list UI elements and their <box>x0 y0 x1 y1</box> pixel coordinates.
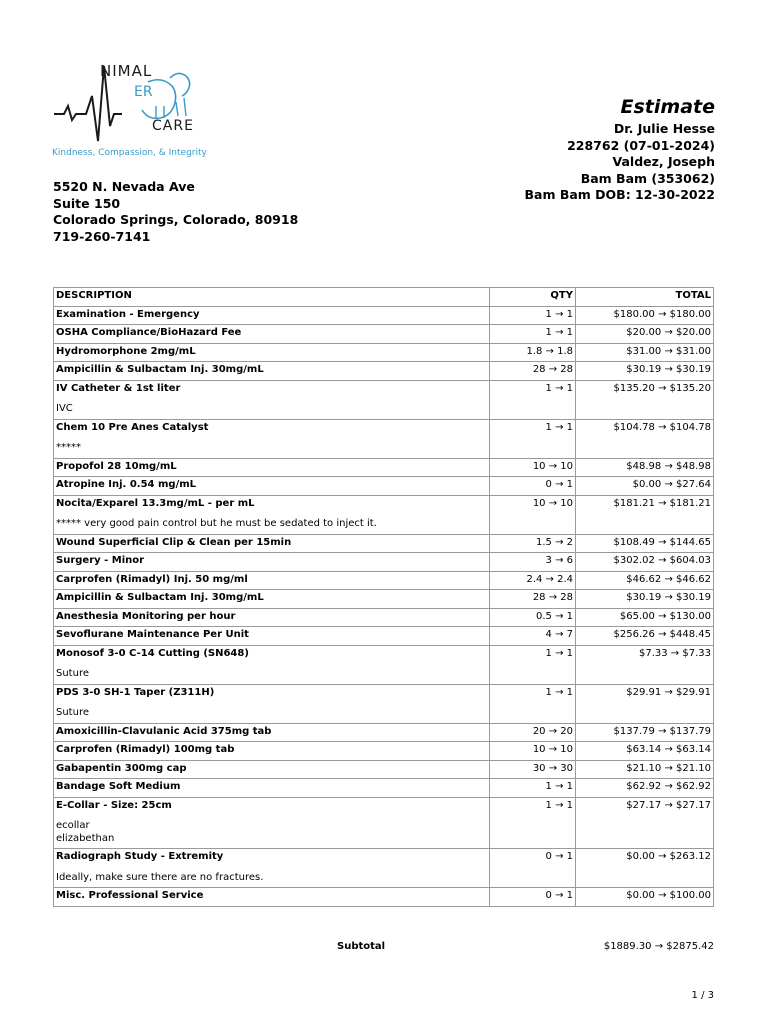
item-note-line: ***** very good pain control but he must be sedated to inject it. <box>56 518 377 529</box>
item-description-cell <box>54 362 490 381</box>
item-total: $48.98 → $48.98 <box>576 458 714 477</box>
table-row <box>54 645 714 684</box>
item-total: $46.62 → $46.62 <box>576 571 714 590</box>
item-total: $30.19 → $30.19 <box>576 590 714 609</box>
item-note-line: ecollar <box>56 820 90 831</box>
item-note-line: Suture <box>56 668 89 679</box>
item-name: Surgery - Minor <box>56 555 145 566</box>
table-row <box>54 495 714 534</box>
item-qty: 2.4 → 2.4 <box>490 571 576 590</box>
item-total: $62.92 → $62.92 <box>576 779 714 798</box>
item-note <box>56 820 487 845</box>
item-total: $0.00 → $27.64 <box>576 477 714 496</box>
item-note-line: Ideally, make sure there are no fractures. <box>56 871 264 883</box>
item-note <box>56 707 487 720</box>
item-name: Bandage Soft Medium <box>56 781 181 792</box>
item-description-cell <box>54 760 490 779</box>
table-row <box>54 419 714 458</box>
item-name: Amoxicillin-Clavulanic Acid 375mg tab <box>56 725 272 737</box>
clinic-address <box>53 179 298 245</box>
item-description-cell <box>54 571 490 590</box>
item-name: OSHA Compliance/BioHazard Fee <box>56 327 242 338</box>
item-name: Chem 10 Pre Anes Catalyst <box>56 421 209 433</box>
item-description-cell <box>54 343 490 362</box>
item-name: Atropine Inj. 0.54 mg/mL <box>56 479 197 490</box>
item-name: Wound Superficial Clip & Clean per 15min <box>56 536 292 548</box>
item-name: Ampicillin & Sulbactam Inj. 30mg/mL <box>56 364 264 375</box>
item-qty: 1 → 1 <box>490 306 576 325</box>
item-name: Examination - Emergency <box>56 308 200 320</box>
item-description-cell <box>54 723 490 742</box>
item-qty: 28 → 28 <box>490 362 576 381</box>
client-name: Valdez, Joseph <box>612 154 715 169</box>
table-row <box>54 306 714 325</box>
logo-tagline: Kindness, Compassion, & Integrity <box>52 148 207 158</box>
document-title: Estimate <box>620 96 715 118</box>
logo-text-animal: NIMAL <box>100 62 153 80</box>
table-row <box>54 590 714 609</box>
item-note-line: Suture <box>56 707 89 718</box>
clinic-phone: 719-260-7141 <box>53 228 151 244</box>
item-qty: 30 → 30 <box>490 760 576 779</box>
item-total: $63.14 → $63.14 <box>576 742 714 761</box>
table-row <box>54 888 714 907</box>
item-qty: 0 → 1 <box>490 477 576 496</box>
estimate-items-table <box>53 287 714 907</box>
item-total: $135.20 → $135.20 <box>576 380 714 419</box>
item-total: $27.17 → $27.17 <box>576 797 714 849</box>
item-name: Radiograph Study - Extremity <box>56 851 224 862</box>
item-total: $21.10 → $21.10 <box>576 760 714 779</box>
address-line: Colorado Springs, Colorado, 80918 <box>53 212 299 227</box>
patient-dob: Bam Bam DOB: 12-30-2022 <box>524 187 715 202</box>
item-total: $108.49 → $144.65 <box>576 534 714 553</box>
clinic-logo <box>52 56 212 166</box>
item-name: Propofol 28 10mg/mL <box>56 460 177 472</box>
item-qty: 1 → 1 <box>490 645 576 684</box>
table-row <box>54 477 714 496</box>
item-note <box>56 668 487 681</box>
table-row <box>54 380 714 419</box>
item-qty: 1 → 1 <box>490 325 576 344</box>
item-total: $29.91 → $29.91 <box>576 684 714 723</box>
logo-text-care: CARE <box>152 118 194 134</box>
table-row <box>54 684 714 723</box>
item-description-cell <box>54 590 490 609</box>
item-description-cell <box>54 797 490 849</box>
item-name: Sevoflurane Maintenance Per Unit <box>56 629 249 640</box>
item-qty: 28 → 28 <box>490 590 576 609</box>
item-total: $181.21 → $181.21 <box>576 495 714 534</box>
table-header-row <box>54 288 714 307</box>
item-qty: 10 → 10 <box>490 495 576 534</box>
item-qty: 20 → 20 <box>490 723 576 742</box>
address-line: 5520 N. Nevada Ave <box>53 179 195 194</box>
address-line: Suite 150 <box>53 195 121 211</box>
table-row <box>54 608 714 627</box>
item-name: Ampicillin & Sulbactam Inj. 30mg/mL <box>56 592 264 603</box>
logo-text-er: ER <box>134 84 153 100</box>
item-description-cell <box>54 645 490 684</box>
item-name: Carprofen (Rimadyl) 100mg tab <box>56 744 235 755</box>
table-row <box>54 571 714 590</box>
item-name: Anesthesia Monitoring per hour <box>56 610 236 622</box>
table-row <box>54 553 714 572</box>
item-description-cell <box>54 779 490 798</box>
item-total: $30.19 → $30.19 <box>576 362 714 381</box>
item-qty: 1 → 1 <box>490 380 576 419</box>
item-description-cell <box>54 419 490 458</box>
table-row <box>54 325 714 344</box>
item-note-line: elizabethan <box>56 832 115 844</box>
item-name: Gabapentin 300mg cap <box>56 762 187 774</box>
item-note <box>56 872 487 885</box>
item-qty: 1.5 → 2 <box>490 534 576 553</box>
item-name: IV Catheter & 1st liter <box>56 382 181 394</box>
item-qty: 0 → 1 <box>490 849 576 888</box>
item-note-line: ***** <box>56 442 81 453</box>
item-description-cell <box>54 325 490 344</box>
item-name: Hydromorphone 2mg/mL <box>56 345 196 357</box>
item-total: $65.00 → $130.00 <box>576 608 714 627</box>
item-qty: 1 → 1 <box>490 684 576 723</box>
item-qty: 10 → 10 <box>490 742 576 761</box>
item-description-cell <box>54 553 490 572</box>
item-description-cell <box>54 888 490 907</box>
item-name: PDS 3-0 SH-1 Taper (Z311H) <box>56 686 215 698</box>
item-description-cell <box>54 608 490 627</box>
item-description-cell <box>54 849 490 888</box>
subtotal-label: Subtotal <box>337 941 386 952</box>
item-description-cell <box>54 306 490 325</box>
item-name: Misc. Professional Service <box>56 890 204 901</box>
table-row <box>54 797 714 849</box>
item-total: $137.79 → $137.79 <box>576 723 714 742</box>
item-total: $7.33 → $7.33 <box>576 645 714 684</box>
table-row <box>54 343 714 362</box>
subtotal-value: $1889.30 → $2875.42 <box>603 941 714 952</box>
table-row <box>54 779 714 798</box>
doctor-name: Dr. Julie Hesse <box>613 121 715 136</box>
item-qty: 0 → 1 <box>490 888 576 907</box>
item-total: $302.02 → $604.03 <box>576 553 714 572</box>
item-total: $20.00 → $20.00 <box>576 325 714 344</box>
estimate-id: 228762 (07-01-2024) <box>567 137 715 153</box>
item-qty: 3 → 6 <box>490 553 576 572</box>
subtotal-row <box>53 941 714 955</box>
column-header-total: TOTAL <box>576 288 714 307</box>
item-name: E-Collar - Size: 25cm <box>56 799 172 811</box>
table-row <box>54 723 714 742</box>
table-row <box>54 760 714 779</box>
column-header-description: DESCRIPTION <box>54 288 490 307</box>
table-row <box>54 742 714 761</box>
item-description-cell <box>54 534 490 553</box>
item-qty: 10 → 10 <box>490 458 576 477</box>
page-indicator: 1 / 3 <box>691 990 714 1001</box>
table-row <box>54 627 714 646</box>
table-row <box>54 534 714 553</box>
item-qty: 4 → 7 <box>490 627 576 646</box>
item-qty: 1 → 1 <box>490 419 576 458</box>
estimate-header <box>524 96 715 204</box>
item-total: $0.00 → $263.12 <box>576 849 714 888</box>
item-total: $256.26 → $448.45 <box>576 627 714 646</box>
item-qty: 1 → 1 <box>490 779 576 798</box>
table-row <box>54 458 714 477</box>
column-header-qty: QTY <box>490 288 576 307</box>
item-note-line: IVC <box>56 403 73 414</box>
item-description-cell <box>54 684 490 723</box>
item-total: $104.78 → $104.78 <box>576 419 714 458</box>
item-total: $180.00 → $180.00 <box>576 306 714 325</box>
item-qty: 1.8 → 1.8 <box>490 343 576 362</box>
patient-name: Bam Bam (353062) <box>580 170 715 186</box>
item-note <box>56 518 487 531</box>
item-name: Monosof 3-0 C-14 Cutting (SN648) <box>56 647 249 659</box>
item-description-cell <box>54 477 490 496</box>
item-name: Nocita/Exparel 13.3mg/mL - per mL <box>56 497 255 509</box>
item-description-cell <box>54 458 490 477</box>
item-description-cell <box>54 742 490 761</box>
item-total: $0.00 → $100.00 <box>576 888 714 907</box>
table-row <box>54 849 714 888</box>
item-note <box>56 442 487 455</box>
item-description-cell <box>54 627 490 646</box>
item-description-cell <box>54 380 490 419</box>
table-row <box>54 362 714 381</box>
item-total: $31.00 → $31.00 <box>576 343 714 362</box>
item-note <box>56 403 487 416</box>
item-name: Carprofen (Rimadyl) Inj. 50 mg/ml <box>56 573 248 585</box>
item-qty: 0.5 → 1 <box>490 608 576 627</box>
item-qty: 1 → 1 <box>490 797 576 849</box>
item-description-cell <box>54 495 490 534</box>
